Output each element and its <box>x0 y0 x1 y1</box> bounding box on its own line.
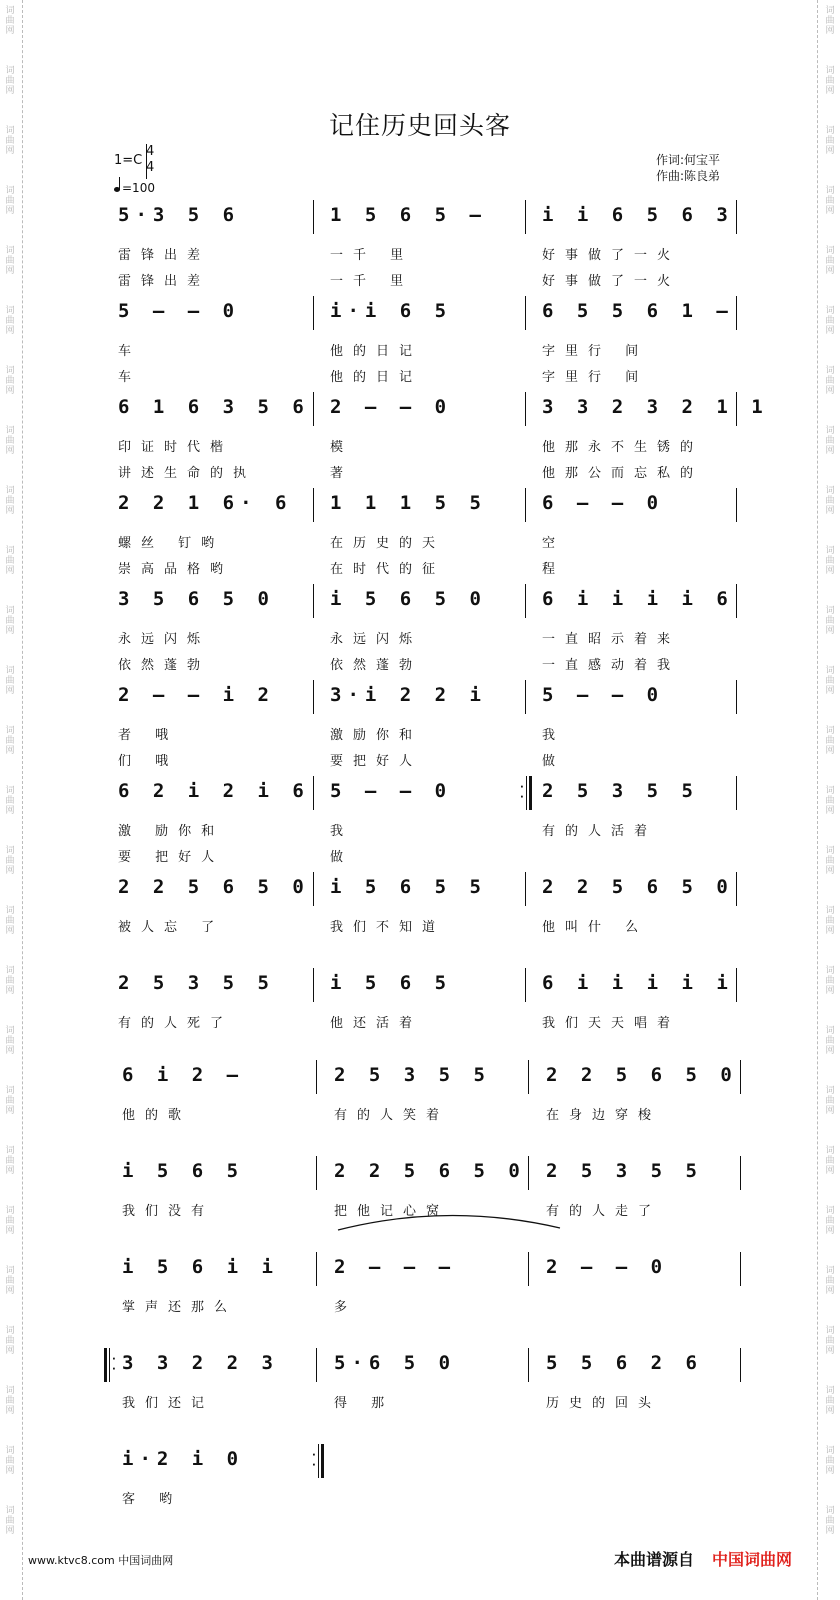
repeat-end-barline <box>312 1444 324 1478</box>
measure-notes: 2 2 1 6· 6 <box>118 492 293 514</box>
lyric-verse-1: 我们没有 <box>122 1204 215 1219</box>
measure-notes: 5·6 5 0 <box>334 1352 457 1374</box>
watermark: 词曲网 <box>825 486 835 516</box>
score-row <box>0 296 840 392</box>
lyric-verse-1: 永远闪烁 <box>330 632 423 647</box>
measure-notes: 1 1 1 5 5 <box>330 492 487 514</box>
watermark: 词曲网 <box>5 246 15 276</box>
measure-notes: 6 i i i i 6 <box>542 588 734 610</box>
measure-notes: 5 – – 0 <box>330 780 453 802</box>
watermark: 词曲网 <box>825 186 835 216</box>
lyric-verse-1: 历史的回头 <box>546 1396 662 1411</box>
lyric-verse-1: 一千 里 <box>330 248 414 263</box>
watermark: 词曲网 <box>5 726 15 756</box>
measure-notes: 2 – – 0 <box>330 396 453 418</box>
watermark: 词曲网 <box>5 66 15 96</box>
watermark: 词曲网 <box>825 246 835 276</box>
lyric-verse-1: 掌声还那么 <box>122 1300 238 1315</box>
barline <box>736 488 737 522</box>
score-row <box>0 392 840 488</box>
footer-source <box>614 1547 792 1570</box>
lyric-verse-1: 我们还记 <box>122 1396 215 1411</box>
lyric-verse-2: 做 <box>542 754 566 769</box>
watermark: 词曲网 <box>825 666 835 696</box>
measure-notes: 1 5 6 5 – <box>330 204 487 226</box>
watermark: 词曲网 <box>5 1266 15 1296</box>
watermark: 词曲网 <box>825 1326 835 1356</box>
lyric-verse-1: 我 <box>542 728 566 743</box>
watermark: 词曲网 <box>825 426 835 456</box>
barline <box>736 776 737 810</box>
watermark: 词曲网 <box>5 6 15 36</box>
watermark: 词曲网 <box>825 306 835 336</box>
lyric-verse-2: 字里行 间 <box>542 370 649 385</box>
barline <box>740 1348 741 1382</box>
watermark: 词曲网 <box>825 606 835 636</box>
lyric-verse-1: 客 哟 <box>122 1492 183 1507</box>
measure-notes: 2 2 5 6 5 0 <box>118 876 310 898</box>
lyric-verse-1: 车 <box>118 344 142 359</box>
barline <box>313 872 314 906</box>
watermark: 词曲网 <box>5 1146 15 1176</box>
time-signature-divider <box>146 144 147 179</box>
lyric-verse-1: 有的人死了 <box>118 1016 234 1031</box>
lyric-verse-2: 车 <box>118 370 142 385</box>
barline <box>525 680 526 714</box>
score-row <box>0 1156 840 1252</box>
measure-notes: 3 5 6 5 0 <box>118 588 275 610</box>
footer-url[interactable]: www.ktvc8.com 中国词曲网 <box>28 1554 174 1567</box>
barline <box>736 968 737 1002</box>
barline <box>525 392 526 426</box>
measure-notes: 2 – – – <box>334 1256 457 1278</box>
score-row <box>0 776 840 872</box>
barline <box>525 872 526 906</box>
measure-notes: i 5 6 5 0 <box>330 588 487 610</box>
measure-notes: i 5 6 5 <box>122 1160 245 1182</box>
repeat-dots: · · <box>312 1450 316 1471</box>
barline <box>736 680 737 714</box>
song-title: 记住历史回头客 <box>328 111 511 140</box>
barline <box>736 392 737 426</box>
measure-notes: 2 5 3 5 5 <box>118 972 275 994</box>
watermark: 词曲网 <box>5 1206 15 1236</box>
measure-notes: i i 6 5 6 3 <box>542 204 734 226</box>
lyric-verse-1: 他的日记 <box>330 344 423 359</box>
barline <box>313 296 314 330</box>
lyric-verse-2: 在时代的征 <box>330 562 446 577</box>
credits <box>656 152 720 184</box>
lyric-verse-2: 讲述生命的执 <box>118 466 257 481</box>
measure-notes: 2 – – 0 <box>546 1256 669 1278</box>
barline <box>316 1252 317 1286</box>
lyric-verse-1: 永远闪烁 <box>118 632 211 647</box>
lyric-verse-1: 得 那 <box>334 1396 395 1411</box>
watermark: 词曲网 <box>825 1206 835 1236</box>
barline <box>740 1156 741 1190</box>
barline <box>525 584 526 618</box>
lyric-verse-2: 崇高品格哟 <box>118 562 234 577</box>
lyric-verse-2: 依然蓬勃 <box>330 658 423 673</box>
watermark: 词曲网 <box>825 1086 835 1116</box>
measure-notes: 3 3 2 3 2 1 1 <box>542 396 769 418</box>
lyric-verse-1: 我们天天唱着 <box>542 1016 681 1031</box>
watermark: 词曲网 <box>5 1026 15 1056</box>
score-row <box>0 200 840 296</box>
lyric-verse-1: 我 <box>330 824 354 839</box>
score-row <box>0 488 840 584</box>
watermark: 词曲网 <box>825 1146 835 1176</box>
lyric-verse-2: 依然蓬勃 <box>118 658 211 673</box>
barline <box>528 1156 529 1190</box>
measure-notes: i·i 6 5 <box>330 300 453 322</box>
watermark: 词曲网 <box>5 1086 15 1116</box>
measure-notes: 6 5 5 6 1 – <box>542 300 734 322</box>
lyric-verse-2: 他的日记 <box>330 370 423 385</box>
measure-notes: 5 – – 0 <box>118 300 241 322</box>
score-row <box>0 1252 840 1348</box>
lyric-verse-1: 模 <box>330 440 354 455</box>
score-row <box>0 680 840 776</box>
barline <box>740 1252 741 1286</box>
measure-notes: 6 1 6 3 5 6 <box>118 396 310 418</box>
barline <box>313 680 314 714</box>
barline <box>736 872 737 906</box>
watermark: 词曲网 <box>5 1446 15 1476</box>
source-site-link[interactable]: 中国词曲网 <box>711 1550 792 1569</box>
barline <box>525 968 526 1002</box>
measure-notes: i 5 6 i i <box>122 1256 279 1278</box>
lyric-verse-1: 他那永不生锈的 <box>542 440 704 455</box>
watermark: 词曲网 <box>825 6 835 36</box>
repeat-thick-line <box>104 1348 107 1382</box>
repeat-start-barline <box>104 1348 116 1382</box>
watermark: 词曲网 <box>5 1386 15 1416</box>
repeat-dots: · · <box>520 782 524 803</box>
lyric-verse-1: 一直昭示着来 <box>542 632 681 647</box>
lyric-verse-1: 好事做了一火 <box>542 248 681 263</box>
watermark: 词曲网 <box>5 786 15 816</box>
watermark: 词曲网 <box>825 1506 835 1536</box>
time-signature <box>146 144 154 176</box>
watermark: 词曲网 <box>5 846 15 876</box>
measure-notes: 2 2 5 6 5 0 <box>542 876 734 898</box>
barline <box>740 1060 741 1094</box>
watermark: 词曲网 <box>825 126 835 156</box>
lyric-verse-1: 在历史的天 <box>330 536 446 551</box>
lyric-verse-1: 有的人活着 <box>542 824 658 839</box>
watermark: 词曲网 <box>825 906 835 936</box>
watermark: 词曲网 <box>5 606 15 636</box>
lyric-verse-2: 们 哦 <box>118 754 179 769</box>
watermark: 词曲网 <box>5 546 15 576</box>
watermark: 词曲网 <box>825 1386 835 1416</box>
time-signature-bottom: 4 <box>146 160 155 175</box>
measure-notes: 5 – – 0 <box>542 684 665 706</box>
quarter-note-icon <box>114 187 120 192</box>
lyric-verse-2: 要把好人 <box>330 754 423 769</box>
lyric-verse-1: 有的人走了 <box>546 1204 662 1219</box>
lyric-verse-2: 程 <box>542 562 566 577</box>
watermark: 词曲网 <box>825 1026 835 1056</box>
watermark: 词曲网 <box>825 1266 835 1296</box>
score-row <box>0 1060 840 1156</box>
barline <box>736 296 737 330</box>
watermark: 词曲网 <box>825 366 835 396</box>
source-label: 本曲谱源自 <box>613 1550 694 1569</box>
measure-notes: 6 2 i 2 i 6 <box>118 780 310 802</box>
score-row <box>0 872 840 968</box>
barline <box>316 1060 317 1094</box>
watermark: 词曲网 <box>5 306 15 336</box>
barline <box>736 200 737 234</box>
barline <box>313 968 314 1002</box>
watermark: 词曲网 <box>5 426 15 456</box>
watermark: 词曲网 <box>5 126 15 156</box>
repeat-thin-line <box>318 1444 319 1478</box>
time-signature-top: 4 <box>146 144 155 159</box>
barline <box>313 488 314 522</box>
watermark: 词曲网 <box>825 846 835 876</box>
lyric-verse-1: 多 <box>334 1300 358 1315</box>
lyric-verse-2: 著 <box>330 466 354 481</box>
measure-notes: 2 2 5 6 5 0 <box>334 1160 526 1182</box>
measure-notes: i 5 6 5 5 <box>330 876 487 898</box>
measure-notes: 3 3 2 2 3 <box>122 1352 279 1374</box>
watermark: 词曲网 <box>5 966 15 996</box>
watermark: 词曲网 <box>825 786 835 816</box>
score-row <box>0 968 840 1064</box>
lyric-verse-2: 一千 里 <box>330 274 414 289</box>
lyric-verse-2: 要 把好人 <box>118 850 225 865</box>
score-row <box>0 1444 840 1540</box>
barline <box>525 488 526 522</box>
repeat-thick-line <box>321 1444 324 1478</box>
barline <box>313 392 314 426</box>
lyric-verse-1: 在身边穿梭 <box>546 1108 662 1123</box>
lyric-verse-1: 螺丝 钉哟 <box>118 536 225 551</box>
lyric-verse-1: 激 励你和 <box>118 824 225 839</box>
score-row <box>0 1348 840 1444</box>
composer: 作曲:陈良弟 <box>656 169 721 183</box>
watermark: 词曲网 <box>5 1506 15 1536</box>
repeat-dots: · · <box>112 1354 116 1375</box>
score-row <box>0 584 840 680</box>
lyric-verse-2: 他那公而忘私的 <box>542 466 704 481</box>
measure-notes: 6 i i i i i <box>542 972 734 994</box>
lyric-verse-1: 他还活着 <box>330 1016 423 1031</box>
lyric-verse-2: 做 <box>330 850 354 865</box>
lyric-verse-1: 印证时代楷 <box>118 440 234 455</box>
measure-notes: 5 5 6 2 6 <box>546 1352 703 1374</box>
lyric-verse-1: 被人忘 了 <box>118 920 225 935</box>
watermark: 词曲网 <box>5 666 15 696</box>
measure-notes: 2 – – i 2 <box>118 684 275 706</box>
lyric-verse-1: 空 <box>542 536 566 551</box>
lyric-verse-1: 他的歌 <box>122 1108 192 1123</box>
lyricist: 作词:何宝平 <box>656 153 721 167</box>
watermark: 词曲网 <box>5 1326 15 1356</box>
barline <box>528 1348 529 1382</box>
repeat-barline <box>520 776 532 810</box>
barline <box>525 296 526 330</box>
measure-notes: 3·i 2 2 i <box>330 684 487 706</box>
measure-notes: 2 2 5 6 5 0 <box>546 1064 738 1086</box>
repeat-thin-line <box>526 776 527 810</box>
watermark: 词曲网 <box>825 726 835 756</box>
tempo-value: =100 <box>122 181 155 195</box>
barline <box>736 584 737 618</box>
measure-notes: 6 – – 0 <box>542 492 665 514</box>
lyric-verse-2: 雷锋出差 <box>118 274 211 289</box>
lyric-verse-2: 一直感动着我 <box>542 658 681 673</box>
lyric-verse-1: 者 哦 <box>118 728 179 743</box>
barline <box>316 1156 317 1190</box>
lyric-verse-1: 有的人笑着 <box>334 1108 450 1123</box>
watermark: 词曲网 <box>5 486 15 516</box>
lyric-verse-1: 把他记心窝 <box>334 1204 450 1219</box>
lyric-verse-1: 字里行 间 <box>542 344 649 359</box>
tie-slur <box>336 1210 566 1234</box>
measure-notes: 2 5 3 5 5 <box>542 780 699 802</box>
tempo-marking <box>114 181 155 195</box>
lyric-verse-1: 雷锋出差 <box>118 248 211 263</box>
repeat-thin-line <box>109 1348 110 1382</box>
barline <box>313 584 314 618</box>
watermark: 词曲网 <box>825 966 835 996</box>
measure-notes: 6 i 2 – <box>122 1064 245 1086</box>
barline <box>313 776 314 810</box>
watermark: 词曲网 <box>5 186 15 216</box>
measure-notes: i·2 i 0 <box>122 1448 245 1470</box>
lyric-verse-1: 激励你和 <box>330 728 423 743</box>
measure-notes: 5·3 5 6 <box>118 204 241 226</box>
lyric-verse-1: 他叫什 么 <box>542 920 649 935</box>
barline <box>525 200 526 234</box>
lyric-verse-2: 好事做了一火 <box>542 274 681 289</box>
measure-notes: 2 5 3 5 5 <box>546 1160 703 1182</box>
lyric-verse-1: 我们不知道 <box>330 920 446 935</box>
repeat-thick-line <box>529 776 532 810</box>
measure-notes: 2 5 3 5 5 <box>334 1064 491 1086</box>
barline <box>313 200 314 234</box>
watermark: 词曲网 <box>825 1446 835 1476</box>
watermark: 词曲网 <box>825 66 835 96</box>
barline <box>528 1060 529 1094</box>
key-signature: 1=C <box>114 153 143 168</box>
measure-notes: i 5 6 5 <box>330 972 453 994</box>
watermark: 词曲网 <box>5 366 15 396</box>
watermark: 词曲网 <box>5 906 15 936</box>
barline <box>316 1348 317 1382</box>
barline <box>528 1252 529 1286</box>
watermark: 词曲网 <box>825 546 835 576</box>
